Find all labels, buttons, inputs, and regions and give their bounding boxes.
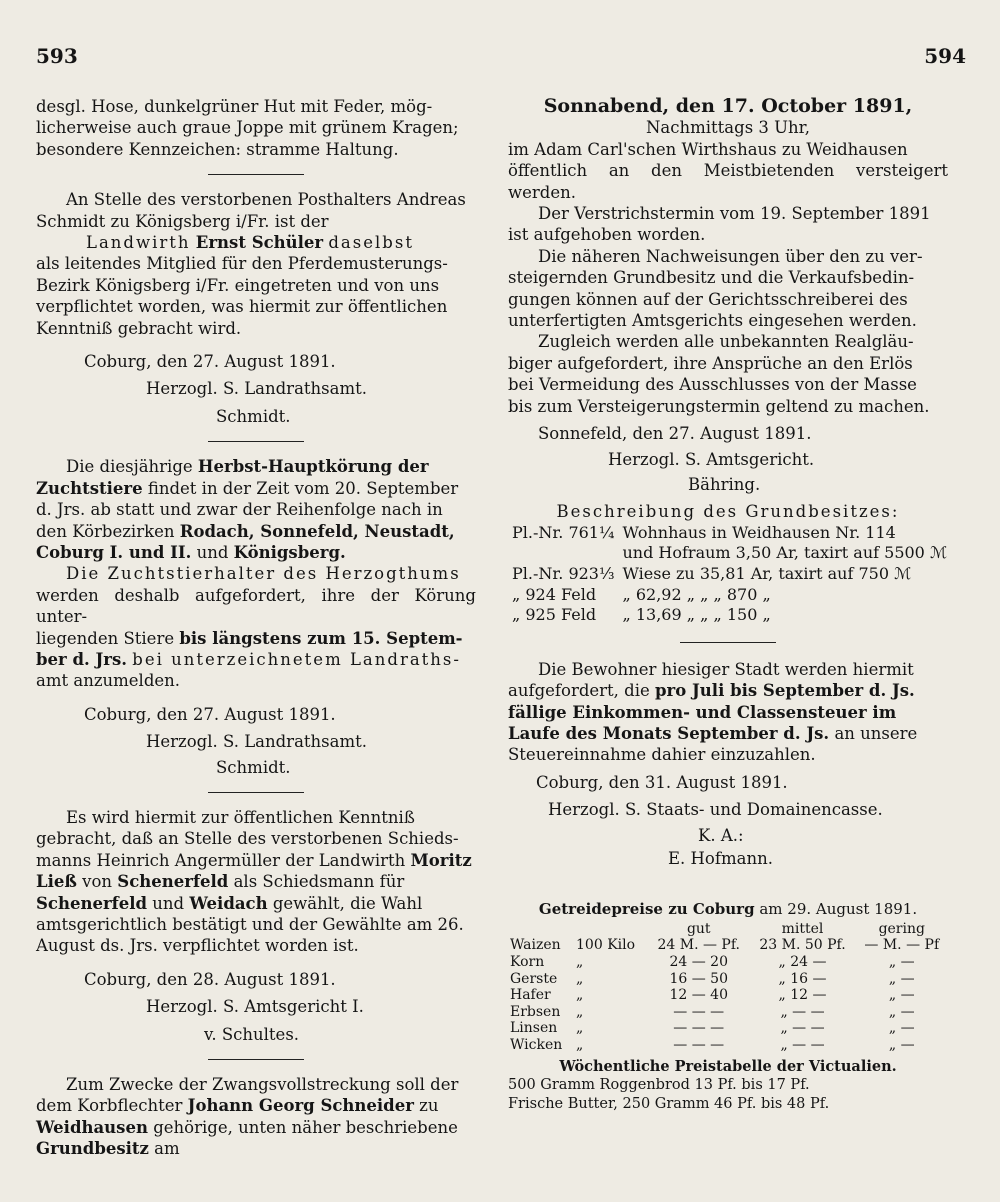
text-line: im Adam Carl'schen Wirthshaus zu Weidhausen (508, 139, 908, 159)
text-line (36, 1138, 476, 1159)
price-cell: 24 M. — Pf. (657, 937, 740, 954)
text-line: biger aufgefordert, ihre Ansprüche an den Erlös (508, 353, 913, 373)
name-bold: Moritz (410, 850, 472, 870)
text-line (36, 521, 476, 542)
text-span: daselbst (328, 233, 414, 253)
price-cell: — — — (673, 1003, 725, 1020)
grain-name: Gerste (510, 970, 558, 987)
text-line (36, 649, 476, 670)
emphasis-bold: Königsberg. (233, 542, 346, 562)
place-date: Coburg, den 31. August 1891. (536, 772, 788, 792)
grain-price-table (508, 921, 948, 1054)
text-line (36, 1117, 476, 1138)
grain-prices (508, 899, 948, 1113)
unit: „ (576, 1020, 584, 1037)
text-line: Die näheren Nachweisungen über den zu ver- (538, 246, 923, 266)
column-header: gering (878, 920, 925, 937)
text-span: bei unterzeichnetem Landraths- (132, 649, 461, 669)
emphasis-bold: Herbst-Hauptkörung der (197, 457, 429, 477)
notice-koerung (36, 456, 476, 778)
table-row (508, 1037, 948, 1054)
text-line (36, 456, 476, 477)
price-cell: „ — (888, 1036, 915, 1053)
text-span: an unsere (834, 723, 918, 743)
continued-description (36, 96, 476, 160)
price-cell: „ — (888, 953, 915, 970)
text-line: An Stelle des verstorbenen Posthalters Andreas (66, 190, 466, 210)
parcel-number (508, 543, 618, 564)
text-line: Steuereinnahme dahier einzuzahlen. (508, 745, 816, 765)
divider (208, 792, 304, 793)
price-cell: „ — (888, 987, 915, 1004)
text-line: steigernden Grundbesitz und die Verkaufsbedin- (508, 268, 915, 288)
emphasis-bold: Coburg I. und II. (36, 542, 192, 562)
emphasis-bold: Laufe des Monats September d. Js. (508, 723, 830, 743)
grain-name: Wicken (510, 1036, 563, 1053)
signer: E. Hofmann. (668, 848, 773, 868)
signer: Schmidt. (216, 406, 291, 426)
table-row (508, 937, 948, 954)
text-line: ist aufgehoben worden. (508, 225, 706, 245)
emphasis-bold: pro Juli bis September d. Js. (655, 681, 915, 701)
table-row (508, 1004, 948, 1021)
text-line (36, 478, 476, 499)
office-name: Herzogl. S. Amtsgericht. (608, 449, 815, 469)
grain-prices-date: am 29. August 1891. (759, 900, 918, 919)
grain-prices-title: Getreidepreise zu Coburg (538, 900, 755, 919)
table-row (508, 543, 951, 564)
divider (680, 642, 776, 643)
parcel-description: „ 13,69 „ „ „ 150 „ (622, 605, 771, 625)
text-line: Es wird hiermit zur öffentlichen Kenntniß (66, 807, 415, 827)
parcel-number: Pl.-Nr. 761¼ (512, 522, 615, 542)
text-line: Der Verstrichstermin vom 19. September 1891 (538, 204, 931, 224)
price-cell: „ — — (780, 1020, 825, 1037)
text-line: amt anzumelden. (36, 671, 181, 691)
text-line: desgl. Hose, dunkelgrüner Hut mit Feder, mög- (36, 97, 433, 116)
grain-name: Linsen (510, 1020, 558, 1037)
place-bold: Weidach (189, 893, 268, 913)
table-row (508, 1020, 948, 1037)
emphasis-bold: Grundbesitz (36, 1139, 149, 1159)
column-header: mittel (781, 920, 824, 937)
text-line: Bezirk Königsberg i/Fr. eingetreten und von uns (36, 275, 440, 295)
place-date: Coburg, den 28. August 1891. (84, 969, 336, 989)
name-bold: Ernst Schüler (195, 233, 324, 253)
signer: Schmidt. (216, 757, 291, 777)
price-cell: „ — (888, 1003, 915, 1020)
signer: Bähring. (688, 474, 761, 494)
place-bold: Schenerfeld (117, 872, 229, 892)
text-line: gungen können auf der Gerichtsschreiberei des (508, 289, 908, 309)
auction-notice (508, 96, 948, 626)
text-line: Die Bewohner hiesiger Stadt werden hiermit (538, 659, 914, 679)
price-cell: 16 — 50 (669, 970, 728, 987)
text-line (36, 893, 476, 914)
place-bold: Weidhausen (36, 1117, 148, 1137)
price-cell: „ — — (780, 1036, 825, 1053)
text-line (86, 232, 476, 253)
text-line: bis zum Versteigerungstermin geltend zu machen. (508, 396, 930, 416)
text-line: besondere Kennzeichen: stramme Haltung. (36, 139, 399, 159)
emphasis-bold: bis längstens zum 15. Septem- (179, 628, 463, 648)
parcel-number: „ 925 Feld (512, 605, 597, 625)
text-line: öffentlich an den Meistbietenden versteigert werden. (508, 161, 948, 202)
column-header: gut (686, 920, 711, 937)
price-cell: „ 24 — (778, 953, 827, 970)
text-span: als Schiedsmann für (233, 872, 405, 892)
text-span: zu (419, 1096, 439, 1116)
victual-price-line: 500 Gramm Roggenbrod 13 Pf. bis 17 Pf. (508, 1077, 810, 1093)
parcel-number: Pl.-Nr. 923⅓ (512, 563, 615, 583)
text-line (508, 723, 948, 744)
unit: „ (576, 970, 584, 987)
parcel-description: und Hofraum 3,50 Ar, taxirt auf 5500 ℳ (622, 543, 948, 563)
text-span: den Körbezirken (36, 521, 175, 541)
emphasis-bold: ber d. Jrs. (36, 649, 128, 669)
table-row (508, 564, 951, 585)
right-column (508, 96, 948, 1113)
unit: „ (576, 987, 584, 1004)
emphasis-bold: Rodach, Sonnefeld, Neustadt, (179, 521, 455, 541)
unit: 100 Kilo (576, 937, 636, 954)
text-span: gewählt, die Wahl (272, 893, 423, 913)
unit: „ (576, 953, 584, 970)
name-bold: Johann Georg Schneider (187, 1096, 414, 1116)
divider (208, 1059, 304, 1060)
unit: „ (576, 1036, 584, 1053)
text-span: liegenden Stiere (36, 628, 175, 648)
table-header-row (508, 921, 948, 938)
emphasis-bold: Zuchtstiere (36, 478, 143, 498)
place-date: Sonnefeld, den 27. August 1891. (538, 424, 812, 444)
price-cell: „ 16 — (778, 970, 827, 987)
text-line: licherweise auch graue Joppe mit grünem Kragen; (36, 118, 459, 138)
text-span: gehörige, unten näher beschriebene (153, 1117, 458, 1137)
text-span: findet in der Zeit vom 20. September (147, 478, 459, 498)
place-date: Coburg, den 27. August 1891. (84, 352, 336, 372)
name-bold: Ließ (36, 872, 77, 892)
text-line (36, 850, 476, 871)
text-line: fällige Einkommen- und Classensteuer im (508, 702, 897, 722)
text-line (36, 542, 476, 563)
auction-date-headline: Sonnabend, den 17. October 1891, (543, 95, 913, 117)
text-line: Zugleich werden alle unbekannten Realgläu- (538, 332, 914, 352)
signer: v. Schultes. (204, 1024, 300, 1044)
table-row (508, 987, 948, 1004)
parcel-description: Wohnhaus in Weidhausen Nr. 114 (622, 522, 896, 542)
victual-price-line: Frische Butter, 250 Gramm 46 Pf. bis 48 Pf. (508, 1095, 830, 1112)
text-line (36, 1095, 476, 1116)
divider (208, 441, 304, 442)
text-span: am (154, 1139, 180, 1159)
text-line: werden deshalb aufgefordert, ihre der Körung unter- (36, 585, 476, 627)
office-name: Herzogl. S. Amtsgericht I. (146, 997, 364, 1017)
ka-abbrev: K. A.: (698, 825, 744, 845)
table-row (508, 605, 951, 626)
grain-name: Erbsen (510, 1003, 561, 1020)
table-row (508, 523, 951, 544)
office-name: Herzogl. S. Landrathsamt. (146, 732, 367, 752)
text-line: gebracht, daß an Stelle des verstorbenen Schieds- (36, 829, 459, 849)
page-number-right: 594 (924, 44, 966, 68)
property-description-title: Beschreibung des Grundbesitzes: (556, 502, 900, 522)
text-span: von (82, 872, 113, 892)
parcel-description: Wiese zu 35,81 Ar, taxirt auf 750 ℳ (622, 563, 912, 583)
text-line (508, 680, 948, 701)
price-cell: — — — (673, 1036, 725, 1053)
grain-prices-title-line (508, 899, 948, 920)
divider (208, 174, 304, 175)
text-span: dem Korbflechter (36, 1096, 183, 1116)
text-line: bei Vermeidung des Ausschlusses von der Masse (508, 375, 917, 395)
notice-zwangsvollstreckung (36, 1074, 476, 1160)
grain-name: Hafer (510, 987, 551, 1004)
text-line: d. Jrs. ab statt und zwar der Reihenfolge nach in (36, 500, 443, 520)
grain-name: Waizen (510, 937, 561, 954)
text-line: Die Zuchtstierhalter des Herzogthums (66, 564, 461, 584)
text-span: Landwirth (86, 233, 191, 253)
grain-name: Korn (510, 953, 545, 970)
price-cell: „ 12 — (778, 987, 827, 1004)
place-date: Coburg, den 27. August 1891. (84, 704, 336, 724)
price-cell: „ — — (780, 1003, 825, 1020)
text-line: Schmidt zu Königsberg i/Fr. ist der (36, 211, 329, 231)
text-span: und (196, 542, 229, 562)
price-cell: „ — (888, 1020, 915, 1037)
text-line (36, 628, 476, 649)
text-line: Zum Zwecke der Zwangsvollstreckung soll der (66, 1075, 459, 1095)
parcel-number: „ 924 Feld (512, 584, 597, 604)
text-line: unterfertigten Amtsgerichts eingesehen werden. (508, 311, 917, 331)
table-row (508, 954, 948, 971)
price-cell: 12 — 40 (669, 987, 728, 1004)
price-cell: 24 — 20 (669, 953, 728, 970)
text-line: Kenntniß gebracht wird. (36, 318, 242, 338)
price-cell: „ — (888, 970, 915, 987)
text-span: manns Heinrich Angermüller der Landwirth (36, 850, 406, 870)
office-name: Herzogl. S. Staats- und Domainencasse. (548, 800, 883, 820)
price-cell: — M. — Pf (864, 937, 940, 954)
text-line: August ds. Jrs. verpflichtet worden ist. (36, 936, 359, 956)
place-bold: Schenerfeld (36, 893, 148, 913)
price-cell: 23 M. 50 Pf. (759, 937, 846, 954)
notice-posthalter (36, 189, 476, 427)
left-column (36, 96, 476, 1160)
auction-time: Nachmittags 3 Uhr, (645, 118, 811, 138)
page-number-left: 593 (36, 44, 78, 68)
office-name: Herzogl. S. Landrathsamt. (146, 379, 367, 399)
text-span: aufgefordert, die (508, 681, 650, 701)
notice-schiedsmann (36, 807, 476, 1045)
parcel-description: „ 62,92 „ „ „ 870 „ (622, 584, 771, 604)
table-row (508, 971, 948, 988)
unit: „ (576, 1003, 584, 1020)
text-line (36, 871, 476, 892)
table-row (508, 585, 951, 606)
tax-notice (508, 659, 948, 870)
text-span: Die diesjährige (66, 457, 193, 477)
victuals-title: Wöchentliche Preistabelle der Victualien. (559, 1057, 897, 1075)
price-cell: — — — (673, 1020, 725, 1037)
text-span: und (152, 893, 185, 913)
text-line: als leitendes Mitglied für den Pferdemusterungs- (36, 254, 448, 274)
parcel-table (508, 523, 951, 626)
text-line: verpflichtet worden, was hiermit zur öffentlichen (36, 297, 448, 317)
text-line: amtsgerichtlich bestätigt und der Gewählte am 26. (36, 915, 464, 934)
